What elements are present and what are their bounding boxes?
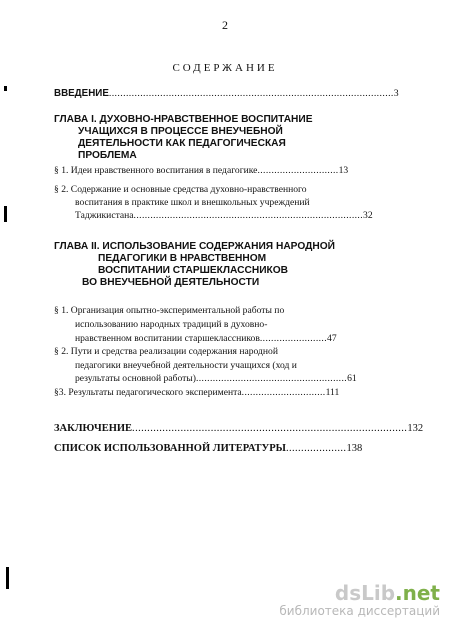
toc-entry-label: ЗАКЛЮЧЕНИЕ	[54, 423, 133, 434]
toc-entry-page: 13	[338, 165, 349, 176]
toc-entry-page: 61	[347, 373, 357, 384]
toc-entry-ch1-s2-line3	[75, 210, 373, 222]
toc-entry-label: нравственном воспитании старшеклассников	[75, 333, 260, 344]
leader-dots: ...........................................................................................	[132, 423, 408, 434]
chapter-1-line-4: ПРОБЛЕМА	[78, 150, 137, 161]
toc-chapter-1	[54, 114, 384, 162]
toc-entry-label: §3. Результаты педагогического эксперимента	[54, 387, 242, 398]
chapter-2-line-2: ПЕДАГОГИКИ В НРАВСТВЕННОМ	[98, 253, 267, 264]
chapter-2-line-1: ГЛАВА II. ИСПОЛЬЗОВАНИЕ СОДЕРЖАНИЯ НАРОДНОЙ	[54, 241, 335, 252]
toc-entry-references	[54, 443, 362, 455]
toc-entry-ch2-s2-line3	[75, 373, 357, 385]
toc-entry-ch2-s1-line1: § 1. Организация опытно-экспериментальной работы по	[54, 305, 285, 316]
toc-entry-ch2-s1-line3	[75, 333, 337, 345]
toc-entry-conclusion	[54, 423, 423, 435]
toc-entry-ch2-s2-line1: § 2. Пути и средства реализации содержания народной	[54, 346, 278, 357]
scan-mark	[4, 86, 7, 91]
page-number: 2	[222, 18, 228, 32]
toc-entry-page: 47	[327, 333, 337, 344]
toc-entry-ch2-s1-line2: использованию народных традиций в духовно-	[75, 319, 268, 330]
toc-entry-page: 132	[407, 423, 424, 434]
toc-entry-ch2-s2-line2: педагогики внеучебной деятельности учащихся (ход и	[75, 360, 297, 371]
toc-entry-label: результаты основной работы)	[75, 373, 196, 384]
toc-entry-page: 138	[346, 443, 363, 454]
watermark-logo-main: dsLib	[334, 581, 396, 605]
leader-dots: ........................	[259, 333, 328, 344]
toc-entry-page: 32	[363, 210, 373, 221]
chapter-2-line-4: ВО ВНЕУЧЕБНОЙ ДЕЯТЕЛЬНОСТИ	[82, 277, 260, 288]
toc-entry-page: 111	[325, 387, 340, 398]
watermark	[279, 582, 440, 618]
chapter-1-line-1: ГЛАВА I. ДУХОВНО-НРАВСТВЕННОЕ ВОСПИТАНИЕ	[54, 114, 313, 125]
leader-dots: ..............................	[241, 387, 326, 398]
leader-dots: .............................	[257, 165, 339, 176]
toc-entry-label: Таджикистана	[75, 210, 134, 221]
toc-chapter-2	[54, 241, 384, 289]
toc-entry-label: ВВЕДЕНИЕ	[54, 88, 109, 99]
chapter-1-line-3: ДЕЯТЕЛЬНОСТИ КАК ПЕДАГОГИЧЕСКАЯ	[78, 138, 286, 149]
toc-entry-label: СПИСОК ИСПОЛЬЗОВАННОЙ ЛИТЕРАТУРЫ	[54, 443, 286, 454]
toc-entry-page: 3	[393, 88, 399, 99]
leader-dots: ..................................................................................	[133, 210, 364, 221]
watermark-logo	[279, 582, 440, 604]
chapter-2-line-3: ВОСПИТАНИИ СТАРШЕКЛАССНИКОВ	[98, 265, 289, 276]
scan-mark	[6, 567, 9, 589]
toc-entry-label: § 1. Идеи нравственного воспитания в педагогике	[54, 165, 258, 176]
chapter-1-line-2: УЧАЩИХСЯ В ПРОЦЕССЕ ВНЕУЧЕБНОЙ	[78, 126, 283, 137]
toc-entry-ch1-s2-line1: § 2. Содержание и основные средства духовно-нравственного	[54, 184, 307, 195]
toc-entry-ch1-s2-line2: воспитания в практике школ и внешкольных учреждений	[75, 197, 310, 208]
scan-mark	[4, 206, 7, 222]
watermark-logo-tld: .net	[395, 581, 440, 605]
toc-title: СОДЕРЖАНИЕ	[172, 62, 278, 74]
watermark-subtitle: библиотека диссертаций	[279, 604, 440, 618]
leader-dots: ....................................................................................................	[108, 88, 394, 99]
toc-entry-ch1-s1	[54, 165, 348, 177]
toc-entry-intro	[54, 88, 399, 100]
leader-dots: ....................	[285, 443, 347, 454]
toc-entry-ch2-s3	[54, 387, 339, 399]
leader-dots: ......................................................	[195, 373, 348, 384]
